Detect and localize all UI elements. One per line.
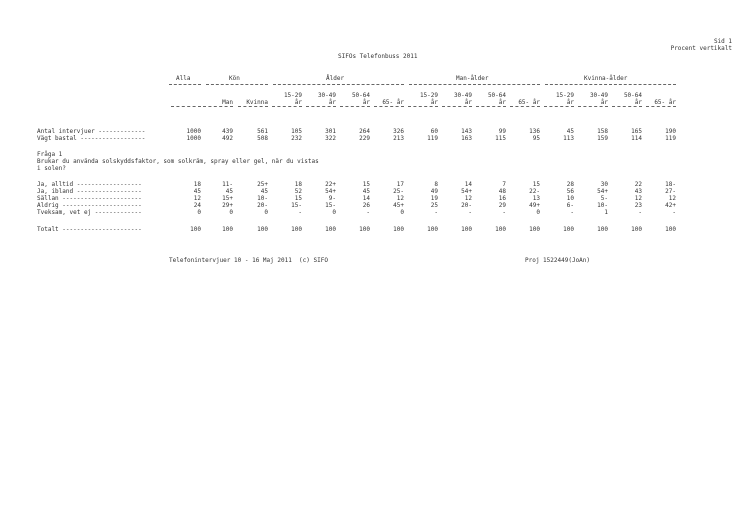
column-underline	[442, 106, 472, 107]
answer-row-rarely-cell: 5-	[600, 195, 608, 202]
answer-row-always-cell: 8	[434, 181, 438, 188]
total-row-cell: 100	[359, 226, 370, 233]
column-header-bottom: år	[362, 99, 370, 106]
column-underline	[238, 106, 268, 107]
answer-row-sometimes-cell: 54+	[325, 188, 336, 195]
total-row-cell: 100	[325, 226, 336, 233]
column-header-bottom: 65- år	[382, 99, 404, 106]
answer-row-rarely-label: Sällan ----------------------	[37, 195, 142, 202]
total-row-cell: 100	[291, 226, 302, 233]
answer-row-always-cell: 28	[566, 181, 574, 188]
answer-row-never-cell: 10-	[597, 202, 608, 209]
base-row-interviews-cell: 1000	[186, 128, 201, 135]
column-header-top: 50-64	[351, 92, 370, 99]
column-header-top: 30-49	[589, 92, 608, 99]
answer-row-sometimes-cell: 48	[498, 188, 506, 195]
answer-row-sometimes-cell: 27-	[665, 188, 676, 195]
base-row-weighted-cell: 1000	[186, 135, 201, 142]
total-row-cell: 100	[461, 226, 472, 233]
answer-row-always-cell: 22	[634, 181, 642, 188]
column-underline	[544, 106, 574, 107]
answer-row-always-cell: 7	[502, 181, 506, 188]
answer-row-never-cell: 6-	[566, 202, 574, 209]
answer-row-rarely-cell: 12	[634, 195, 642, 202]
base-row-interviews-cell: 561	[257, 128, 268, 135]
answer-row-never-cell: 20-	[257, 202, 268, 209]
answer-row-rarely-cell: 12	[464, 195, 472, 202]
column-underline	[476, 106, 506, 107]
answer-row-unsure-cell: -	[672, 209, 676, 216]
column-header-top: 15-29	[283, 92, 302, 99]
base-row-interviews-cell: 99	[498, 128, 506, 135]
answer-row-never-cell: 49+	[529, 202, 540, 209]
answer-row-never-cell: 25	[430, 202, 438, 209]
group-underline	[206, 84, 268, 85]
answer-row-unsure-cell: 0	[229, 209, 233, 216]
answer-row-always-cell: 30	[600, 181, 608, 188]
answer-row-sometimes-cell: 54+	[597, 188, 608, 195]
column-header-bottom: 65- år	[654, 99, 676, 106]
base-row-weighted-cell: 95	[532, 135, 540, 142]
column-header-top: 15-29	[419, 92, 438, 99]
base-row-weighted-cell: 163	[461, 135, 472, 142]
answer-row-unsure-cell: 0	[264, 209, 268, 216]
base-row-interviews-cell: 143	[461, 128, 472, 135]
answer-row-unsure-cell: -	[434, 209, 438, 216]
answer-row-rarely-cell: 12	[193, 195, 201, 202]
answer-row-always-cell: 15	[532, 181, 540, 188]
base-row-weighted-cell: 115	[495, 135, 506, 142]
total-row-cell: 100	[597, 226, 608, 233]
answer-row-unsure-cell: 0	[197, 209, 201, 216]
question-text-line2: i solen?	[37, 165, 66, 172]
group-underline	[409, 84, 540, 85]
answer-row-unsure-cell: -	[570, 209, 574, 216]
answer-row-unsure-cell: 1	[604, 209, 608, 216]
group-header-gender: Kön	[229, 75, 240, 82]
base-row-weighted-cell: 119	[665, 135, 676, 142]
total-row-cell: 100	[427, 226, 438, 233]
total-row-cell: 100	[631, 226, 642, 233]
base-row-weighted-cell: 159	[597, 135, 608, 142]
answer-row-always-cell: 17	[396, 181, 404, 188]
answer-row-rarely-cell: 14	[362, 195, 370, 202]
answer-row-unsure-cell: -	[366, 209, 370, 216]
answer-row-rarely-cell: 12	[668, 195, 676, 202]
question-text-line1: Brukar du använda solskyddsfaktor, som solkräm, spray eller gel, när du vistas	[37, 158, 319, 165]
group-underline	[273, 84, 404, 85]
total-row-cell: 100	[529, 226, 540, 233]
base-row-interviews-cell: 190	[665, 128, 676, 135]
answer-row-unsure-label: Tveksam, vet ej -------------	[37, 209, 142, 216]
answer-row-unsure-cell: 0	[536, 209, 540, 216]
base-row-weighted-cell: 229	[359, 135, 370, 142]
total-row-cell: 100	[190, 226, 201, 233]
column-header-top: 15-29	[555, 92, 574, 99]
answer-row-sometimes-cell: 43	[634, 188, 642, 195]
column-underline	[171, 106, 201, 107]
answer-row-unsure-cell: -	[502, 209, 506, 216]
answer-row-always-cell: 14	[464, 181, 472, 188]
base-row-interviews-label: Antal intervjuer -------------	[37, 128, 146, 135]
answer-row-always-cell: 15	[362, 181, 370, 188]
column-header-top: 30-49	[453, 92, 472, 99]
answer-row-rarely-cell: 10	[566, 195, 574, 202]
answer-row-always-cell: 18	[294, 181, 302, 188]
base-row-weighted-cell: 114	[631, 135, 642, 142]
column-underline	[578, 106, 608, 107]
column-header-bottom: år	[634, 99, 642, 106]
column-header-bottom: år	[430, 99, 438, 106]
base-row-weighted-cell: 119	[427, 135, 438, 142]
answer-row-unsure-cell: 0	[400, 209, 404, 216]
column-underline	[306, 106, 336, 107]
column-header-top: 50-64	[487, 92, 506, 99]
answer-row-never-cell: 29+	[222, 202, 233, 209]
group-underline	[545, 84, 676, 85]
column-header-bottom: år	[498, 99, 506, 106]
base-row-interviews-cell: 264	[359, 128, 370, 135]
total-row-cell: 100	[495, 226, 506, 233]
answer-row-never-label: Aldrig ----------------------	[37, 202, 142, 209]
answer-row-always-cell: 18-	[665, 181, 676, 188]
answer-row-never-cell: 24	[193, 202, 201, 209]
base-row-interviews-cell: 105	[291, 128, 302, 135]
group-underline	[169, 84, 201, 85]
column-header-bottom: år	[328, 99, 336, 106]
answer-row-unsure-cell: -	[298, 209, 302, 216]
base-row-interviews-cell: 136	[529, 128, 540, 135]
column-header-top: 30-49	[317, 92, 336, 99]
answer-row-rarely-cell: 19	[430, 195, 438, 202]
group-header-age: Ålder	[326, 75, 345, 82]
answer-row-never-cell: 26	[362, 202, 370, 209]
answer-row-sometimes-cell: 56	[566, 188, 574, 195]
answer-row-always-cell: 25+	[257, 181, 268, 188]
answer-row-never-cell: 15-	[325, 202, 336, 209]
column-header-bottom: 65- år	[518, 99, 540, 106]
answer-row-sometimes-cell: 45	[260, 188, 268, 195]
answer-row-never-cell: 42+	[665, 202, 676, 209]
answer-row-sometimes-cell: 25-	[393, 188, 404, 195]
answer-row-never-cell: 45+	[393, 202, 404, 209]
base-row-interviews-cell: 45	[566, 128, 574, 135]
group-header-male-age: Man-ålder	[456, 75, 489, 82]
answer-row-rarely-cell: 15	[294, 195, 302, 202]
column-underline	[272, 106, 302, 107]
answer-row-always-cell: 18	[193, 181, 201, 188]
answer-row-sometimes-label: Ja, ibland ------------------	[37, 188, 142, 195]
column-header-bottom: Man	[222, 99, 233, 106]
base-row-interviews-cell: 301	[325, 128, 336, 135]
base-row-interviews-cell: 165	[631, 128, 642, 135]
column-header-bottom: Kvinna	[246, 99, 268, 106]
column-underline	[510, 106, 540, 107]
base-row-weighted-cell: 492	[222, 135, 233, 142]
column-header-bottom: år	[464, 99, 472, 106]
base-row-weighted-cell: 508	[257, 135, 268, 142]
group-header-female-age: Kvinna-ålder	[584, 75, 628, 82]
column-underline	[612, 106, 642, 107]
base-row-interviews-cell: 326	[393, 128, 404, 135]
answer-row-rarely-cell: 16	[498, 195, 506, 202]
base-row-interviews-cell: 439	[222, 128, 233, 135]
answer-row-rarely-cell: 12	[396, 195, 404, 202]
total-row-cell: 100	[665, 226, 676, 233]
answer-row-sometimes-cell: 45	[362, 188, 370, 195]
answer-row-never-cell: 15-	[291, 202, 302, 209]
footer-right: Proj 1522449(JoAn)	[525, 257, 591, 264]
answer-row-sometimes-cell: 22-	[529, 188, 540, 195]
column-underline	[340, 106, 370, 107]
group-header-total: Alla	[176, 75, 191, 82]
footer-left: Telefonintervjuer 10 - 16 Maj 2011 (c) SIFO	[169, 257, 328, 264]
answer-row-never-cell: 20-	[461, 202, 472, 209]
total-row-cell: 100	[257, 226, 268, 233]
column-underline	[408, 106, 438, 107]
base-row-weighted-cell: 113	[563, 135, 574, 142]
column-underline	[203, 106, 233, 107]
report-title: SIFOs Telefonbuss 2011	[338, 53, 418, 60]
base-row-weighted-cell: 322	[325, 135, 336, 142]
answer-row-sometimes-cell: 45	[225, 188, 233, 195]
answer-row-unsure-cell: 0	[332, 209, 336, 216]
question-number: Fråga 1	[37, 151, 63, 158]
total-row-label: Totalt ----------------------	[37, 226, 142, 233]
column-underline	[646, 106, 676, 107]
total-row-cell: 100	[563, 226, 574, 233]
base-row-interviews-cell: 60	[430, 128, 438, 135]
column-header-bottom: år	[600, 99, 608, 106]
column-header-top: 50-64	[623, 92, 642, 99]
total-row-cell: 100	[222, 226, 233, 233]
answer-row-sometimes-cell: 45	[193, 188, 201, 195]
base-row-interviews-cell: 158	[597, 128, 608, 135]
base-row-weighted-cell: 232	[291, 135, 302, 142]
base-row-weighted-label: Vägt bastal ------------------	[37, 135, 146, 142]
answer-row-rarely-cell: 9-	[328, 195, 336, 202]
answer-row-sometimes-cell: 49	[430, 188, 438, 195]
base-row-weighted-cell: 213	[393, 135, 404, 142]
page-number: Sid 1	[713, 38, 732, 45]
column-header-bottom: år	[566, 99, 574, 106]
answer-row-sometimes-cell: 52	[294, 188, 302, 195]
percent-mode-label: Procent vertikalt	[670, 45, 732, 52]
answer-row-unsure-cell: -	[468, 209, 472, 216]
answer-row-unsure-cell: -	[638, 209, 642, 216]
column-underline	[374, 106, 404, 107]
answer-row-sometimes-cell: 54+	[461, 188, 472, 195]
column-header-bottom: år	[294, 99, 302, 106]
answer-row-rarely-cell: 15+	[222, 195, 233, 202]
answer-row-always-cell: 11-	[222, 181, 233, 188]
answer-row-never-cell: 23	[634, 202, 642, 209]
answer-row-always-cell: 22+	[325, 181, 336, 188]
answer-row-always-label: Ja, alltid ------------------	[37, 181, 142, 188]
total-row-cell: 100	[393, 226, 404, 233]
answer-row-rarely-cell: 13	[532, 195, 540, 202]
answer-row-rarely-cell: 10-	[257, 195, 268, 202]
answer-row-never-cell: 29	[498, 202, 506, 209]
